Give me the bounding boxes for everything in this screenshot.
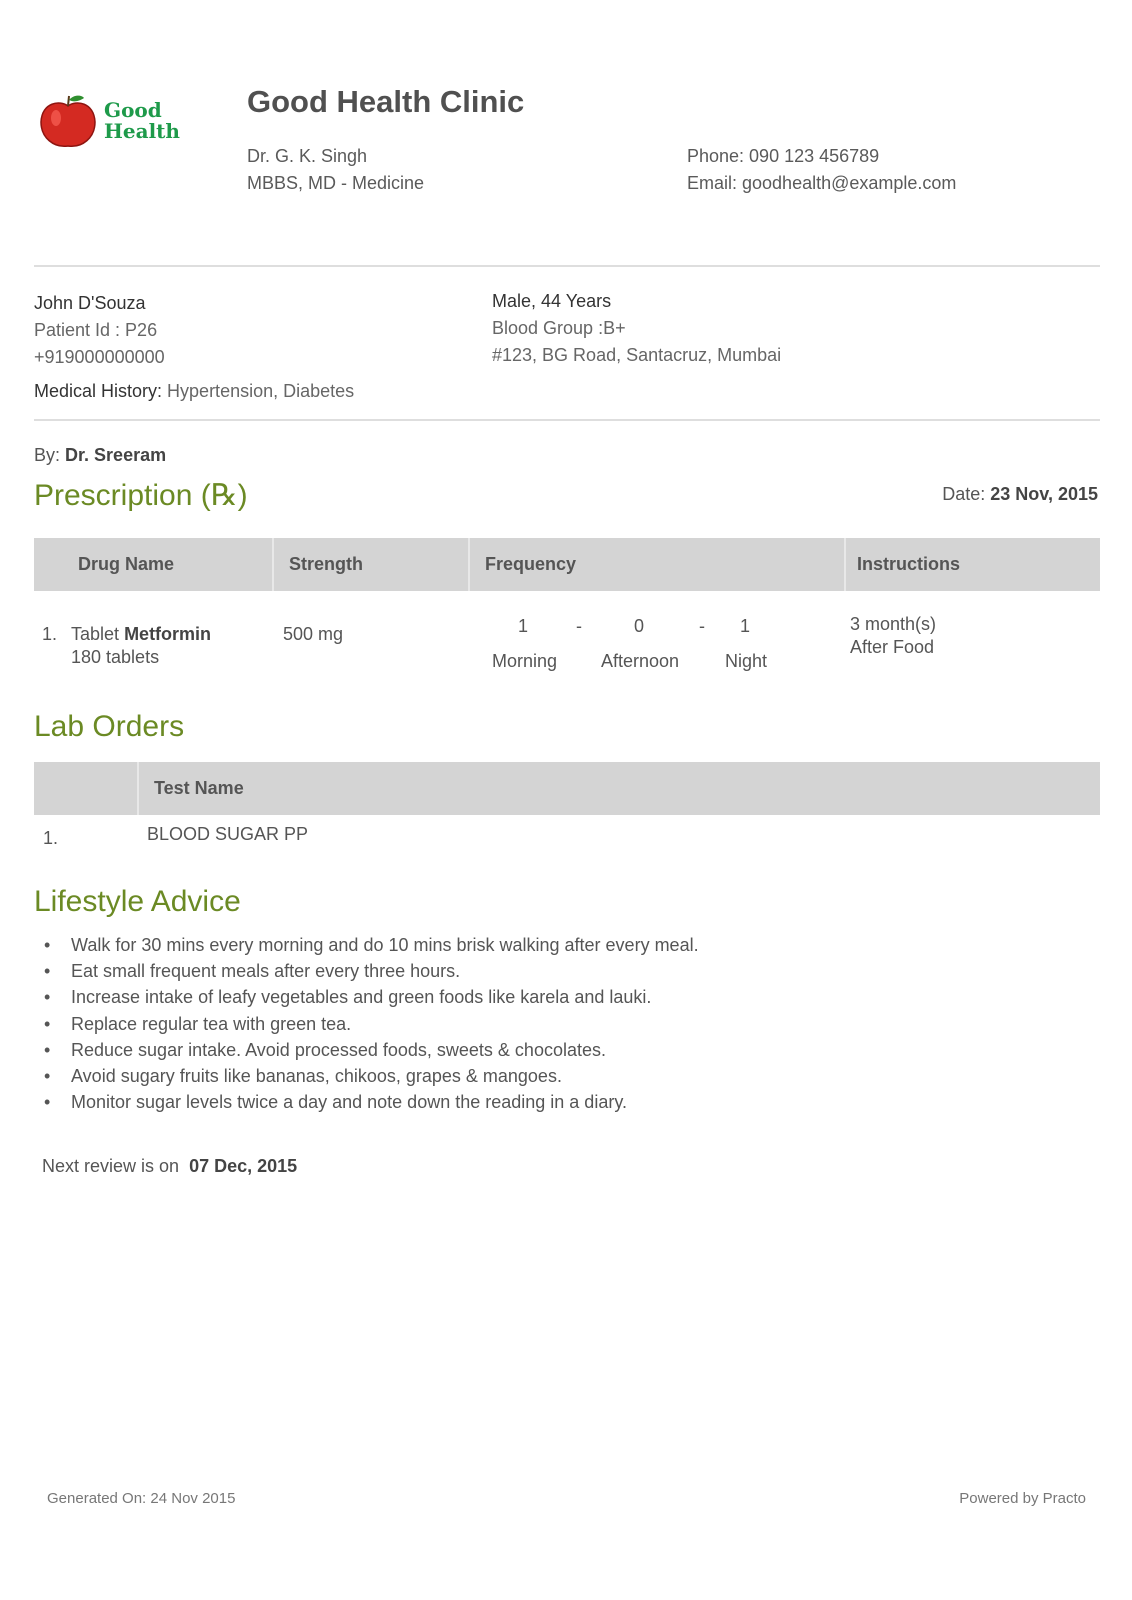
freq-afternoon: 0 — [634, 616, 645, 636]
date-value: 23 Nov, 2015 — [990, 484, 1098, 504]
patient-name: John D'Souza — [34, 293, 146, 313]
prescription-date — [942, 484, 1098, 505]
instruction-food: After Food — [850, 637, 935, 657]
patient-info-left — [34, 290, 354, 405]
medical-history — [34, 378, 354, 405]
patient-blood-group: Blood Group :B+ — [492, 318, 626, 338]
drug-form: Tablet — [71, 624, 120, 644]
col-separator — [272, 538, 274, 591]
label-night: Night — [725, 651, 768, 671]
freq-dash: - — [699, 616, 705, 636]
lifestyle-advice-list — [34, 932, 1034, 1115]
divider — [34, 419, 1100, 421]
list-item: • Replace regular tea with green tea. — [34, 1011, 1034, 1037]
list-item: • Eat small frequent meals after every three hours. — [34, 958, 1034, 984]
clinic-email: Email: goodhealth@example.com — [687, 173, 957, 193]
col-test-name: Test Name — [154, 778, 244, 798]
drug-name — [71, 624, 211, 645]
col-separator — [844, 538, 846, 591]
medical-history-value: Hypertension, Diabetes — [167, 381, 355, 401]
prescription-table-header — [34, 538, 1100, 591]
date-label: Date: — [942, 484, 986, 504]
label-morning: Morning — [492, 651, 558, 671]
lab-test-name: BLOOD SUGAR PP — [147, 824, 309, 844]
lab-table-header — [34, 762, 1100, 815]
logo-text-good: Good — [104, 98, 162, 122]
list-item: • Walk for 30 mins every morning and do 10 mins brisk walking after every meal. — [34, 932, 1034, 958]
by-label: By: — [34, 445, 61, 465]
clinic-qualification: MBBS, MD - Medicine — [247, 173, 425, 193]
list-item: • Reduce sugar intake. Avoid processed foods, sweets & chocolates. — [34, 1037, 1034, 1063]
drug-title: Metformin — [124, 624, 212, 644]
col-frequency: Frequency — [485, 554, 577, 574]
freq-morning: 1 — [518, 616, 529, 636]
lab-orders-heading: Lab Orders — [34, 710, 185, 743]
review-date: 07 Dec, 2015 — [189, 1156, 298, 1176]
lifestyle-heading: Lifestyle Advice — [34, 885, 241, 918]
clinic-name: Good Health Clinic — [247, 84, 525, 119]
apple-icon — [38, 92, 98, 152]
drug-quantity: 180 tablets — [71, 647, 160, 667]
prescription-row — [0, 610, 1132, 680]
patient-id: Patient Id : P26 — [34, 320, 158, 340]
list-item: • Increase intake of leafy vegetables and green foods like karela and lauki. — [34, 984, 1034, 1010]
list-item: • Avoid sugary fruits like bananas, chikoos, grapes & mangoes. — [34, 1063, 1034, 1089]
freq-dash: - — [576, 616, 582, 636]
clinic-logo — [38, 92, 188, 152]
patient-info-right — [492, 288, 781, 369]
lab-row-number: 1. — [43, 828, 59, 848]
by-doctor: Dr. Sreeram — [65, 445, 167, 465]
generated-on: Generated On: 24 Nov 2015 — [47, 1490, 236, 1507]
col-drug-name: Drug Name — [78, 554, 175, 574]
list-item: • Monitor sugar levels twice a day and note down the reading in a diary. — [34, 1089, 1034, 1115]
instruction-duration: 3 month(s) — [850, 614, 937, 634]
prescribed-by — [34, 445, 166, 466]
powered-by: Powered by Practo — [959, 1490, 1086, 1507]
clinic-doctor: Dr. G. K. Singh — [247, 146, 368, 166]
patient-address: #123, BG Road, Santacruz, Mumbai — [492, 345, 782, 365]
row-number: 1. — [42, 624, 58, 644]
label-afternoon: Afternoon — [601, 651, 680, 671]
patient-gender-age: Male, 44 Years — [492, 291, 612, 311]
drug-strength: 500 mg — [283, 624, 344, 644]
clinic-phone: Phone: 090 123 456789 — [687, 146, 880, 166]
patient-phone: +919000000000 — [34, 347, 165, 367]
medical-history-label: Medical History: — [34, 381, 163, 401]
col-separator — [468, 538, 470, 591]
prescription-heading: Prescription (℞) — [34, 479, 248, 512]
next-review — [42, 1156, 297, 1177]
review-label: Next review is on — [42, 1156, 180, 1176]
col-instructions: Instructions — [857, 554, 961, 574]
freq-night: 1 — [740, 616, 751, 636]
col-separator — [137, 762, 139, 815]
col-strength: Strength — [289, 554, 363, 574]
logo-text-health: Health — [104, 119, 180, 143]
divider — [34, 265, 1100, 267]
